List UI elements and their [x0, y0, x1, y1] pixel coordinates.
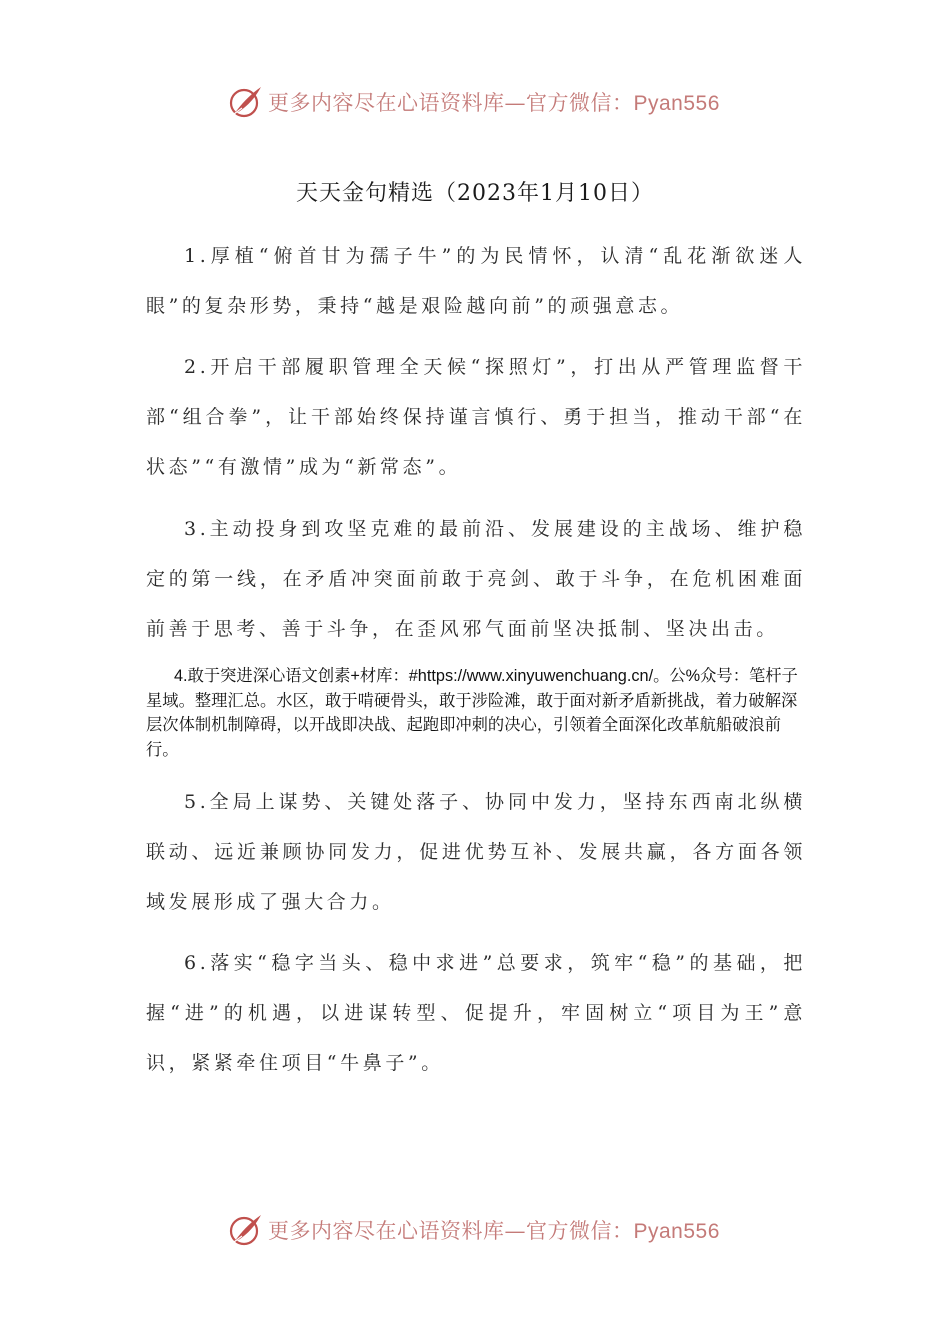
paragraph-5: 5.全局上谋势、关键处落子、协同中发力，坚持东西南北纵横联动、远近兼顾协同发力，促进优势互补、发展共赢，各方面各领域发展形成了强大合力。: [146, 791, 806, 913]
paragraph-1: 1.厚植“俯首甘为孺子牛”的为民情怀，认清“乱花渐欲迷人眼”的复杂形势，秉持“越是艰险越向前”的顽强意志。: [146, 245, 806, 317]
footer-banner-text: 更多内容尽在心语资料库—官方微信：Pyan556: [268, 1219, 720, 1243]
quill-pen-logo-icon: [228, 84, 264, 120]
paragraph-6: 6.落实“稳字当头、稳中求进”总要求，筑牢“稳”的基础，把握“进”的机遇，以进谋转型、促提升，牢固树立“项目为王”意识，紧紧牵住项目“牛鼻子”。: [146, 952, 806, 1074]
header-banner-text: 更多内容尽在心语资料库—官方微信：Pyan556: [268, 91, 720, 115]
header-banner: [228, 82, 748, 122]
paragraph-2: 2.开启干部履职管理全天候“探照灯”，打出从严管理监督干部“组合拳”，让干部始终保持谨言慎行、勇于担当，推动干部“在状态”“有激情”成为“新常态”。: [146, 356, 806, 478]
footer-wechat-id: Pyan556: [633, 1220, 720, 1243]
paragraph-4: 4.敢于突进深心语文创素+材库：#https://www.xinyuwenchuang.cn/。公%众号：笔杆子星域。整理汇总。水区，敢于啃硬骨头，敢于涉险滩，敢于面对新矛盾新挑战，着力破解深层次体制机制障碍，以开战即决战、起跑即冲刺的决心，引领着全面深化改革航船破浪前行。: [146, 667, 798, 759]
paragraph-3: 3.主动投身到攻坚克难的最前沿、发展建设的主战场、维护稳定的第一线，在矛盾冲突面前敢于亮剑、敢于斗争，在危机困难面前善于思考、善于斗争，在歪风邪气面前坚决抵制、坚决出击。: [146, 518, 806, 640]
footer-banner: [228, 1210, 748, 1250]
header-wechat-id: Pyan556: [633, 92, 720, 115]
quill-pen-logo-icon: [228, 1212, 264, 1248]
page-title: 天天金句精选（2023年1月10日）: [296, 181, 654, 206]
